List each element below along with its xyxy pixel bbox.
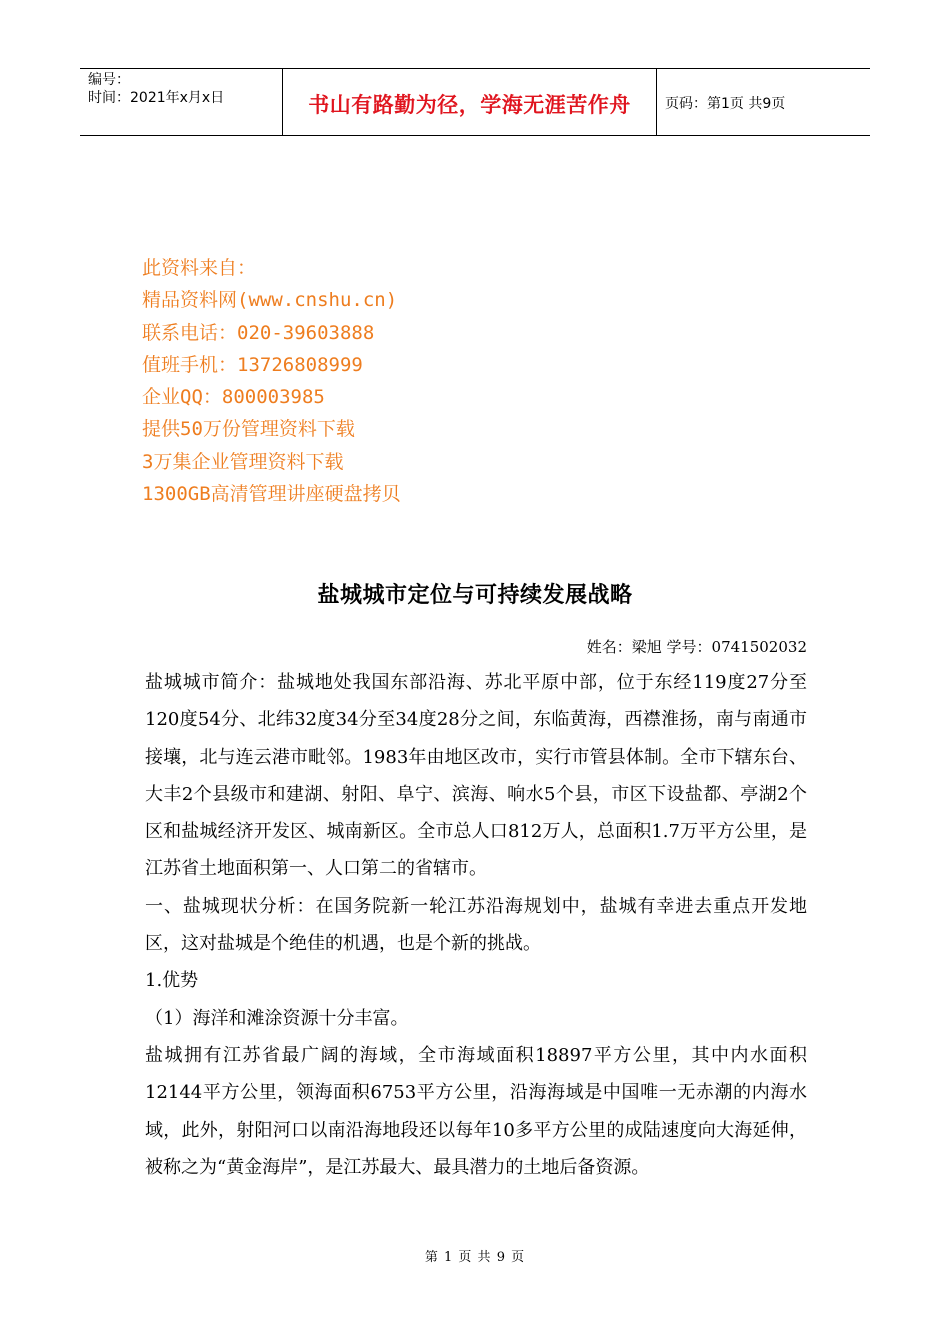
source-line: 此资料来自：: [142, 257, 257, 279]
document-body: [145, 664, 807, 1186]
source-line: 1300GB高清管理讲座硬盘拷贝: [142, 483, 401, 506]
source-mobile: 值班手机：13726808999: [142, 353, 363, 376]
subheading-marine-resources: （1）海洋和滩涂资源十分丰富。: [145, 1007, 409, 1029]
source-website: 精品资料网(www.cnshu.cn): [142, 289, 398, 312]
document-title: 盐城城市定位与可持续发展战略: [317, 583, 633, 608]
page-header: [80, 68, 870, 136]
header-motto: 书山有路勤为径，学海无涯苦作舟: [283, 69, 657, 135]
paragraph-section-one: 一、盐城现状分析：在国务院新一轮江苏沿海规划中，盐城有幸进去重点开发地区，这对盐城是个绝佳的机遇，也是个新的挑战。: [145, 895, 807, 955]
author-line: 姓名：梁旭 学号：0741502032: [586, 638, 807, 656]
document-number-label: 编号：: [88, 72, 130, 88]
document-date-label: 时间：2021年x月x日: [88, 90, 225, 106]
page-footer: 第 1 页 共 9 页: [424, 1250, 526, 1265]
header-page-info: 页码：第1页 共9页: [665, 96, 786, 112]
source-line: 3万集企业管理资料下载: [142, 450, 344, 473]
source-qq: 企业QQ：800003985: [142, 386, 325, 409]
source-line: 提供50万份管理资料下载: [142, 418, 355, 441]
paragraph-intro: 盐城城市简介：盐城地处我国东部沿海、苏北平原中部，位于东经119度27分至120度54分、北纬32度34分至34度28分之间，东临黄海，西襟淮扬，南与南通市接壤，北与连云港市毗邻。1983年由地区改市，实行市管县体制。全市下辖东台、大丰2个县级市和建湖、射阳、阜宁、滨海、响水5个县，市区下设盐都、亭湖2个区和盐城经济开发区、城南新区。全市总人口812万人，总面积1.7万平方公里，是江苏省土地面积第一、人口第二的省辖市。: [145, 672, 807, 880]
source-phone: 联系电话：020-39603888: [142, 321, 375, 344]
header-meta-cell: [80, 69, 283, 135]
paragraph-marine-resources: 盐城拥有江苏省最广阔的海域，全市海域面积18897平方公里，其中内水面积12144平方公里，领海面积6753平方公里，沿海海域是中国唯一无赤潮的内海水域，此外，射阳河口以南沿海地段还以每年10多平方公里的成陆速度向大海延伸，被称之为“黄金海岸”，是江苏最大、最具潜力的土地后备资源。: [145, 1044, 807, 1178]
heading-advantages: 1.优势: [145, 970, 199, 992]
source-info-block: [142, 252, 401, 510]
